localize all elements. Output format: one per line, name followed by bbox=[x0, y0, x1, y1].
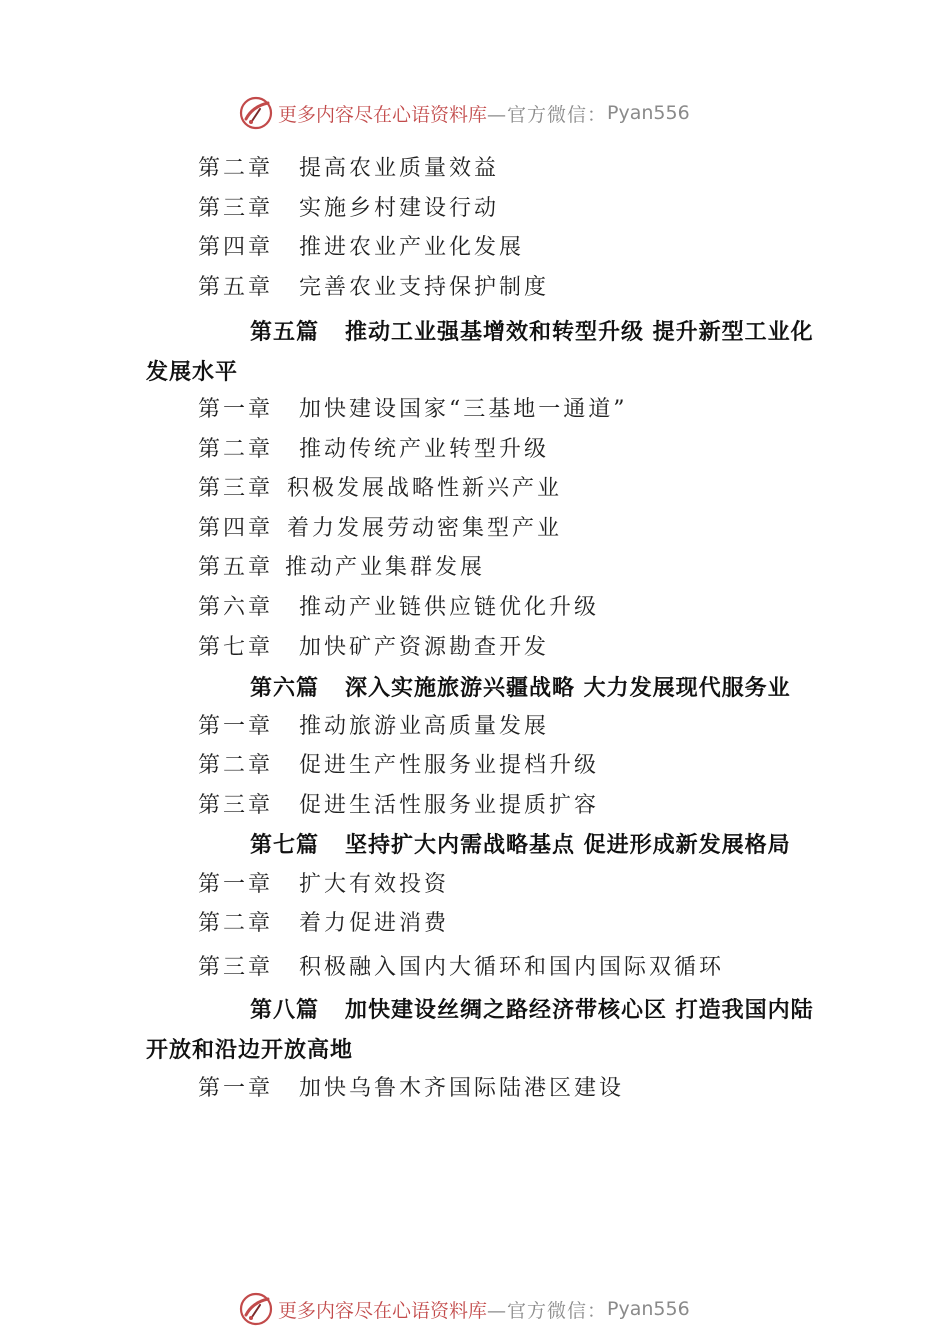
chapter-title: 提高农业质量效益 bbox=[299, 156, 500, 181]
toc-chapter bbox=[198, 712, 549, 742]
chapter-number: 第五章 bbox=[198, 275, 274, 300]
chapter-title: 推动产业集群发展 bbox=[285, 555, 486, 580]
toc-chapter bbox=[198, 435, 549, 465]
chapter-number: 第一章 bbox=[198, 872, 274, 897]
part-title: 深入实施旅游兴疆战略 大力发展现代服务业 bbox=[345, 675, 791, 701]
part-number: 第七篇 bbox=[250, 832, 320, 858]
toc-chapter bbox=[198, 514, 562, 544]
toc-chapter bbox=[198, 233, 524, 263]
chapter-number: 第二章 bbox=[198, 156, 274, 181]
chapter-number: 第三章 bbox=[198, 955, 274, 980]
chapter-number: 第六章 bbox=[198, 595, 274, 620]
part-number: 第六篇 bbox=[250, 675, 320, 701]
chapter-number: 第三章 bbox=[198, 793, 274, 818]
chapter-title: 加快乌鲁木齐国际陆港区建设 bbox=[299, 1076, 625, 1101]
chapter-title: 积极融入国内大循环和国内国际双循环 bbox=[299, 955, 725, 980]
toc-chapter bbox=[198, 273, 549, 303]
chapter-title: 实施乡村建设行动 bbox=[299, 196, 500, 221]
toc-chapter bbox=[198, 633, 549, 663]
chapter-number: 第四章 bbox=[198, 235, 274, 260]
chapter-title: 着力发展劳动密集型产业 bbox=[287, 516, 563, 541]
chapter-title: 推动旅游业高质量发展 bbox=[299, 714, 550, 739]
chapter-title: 推动产业链供应链优化升级 bbox=[299, 595, 600, 620]
part-title: 推动工业强基增效和转型升级 提升新型工业化发展水平 bbox=[146, 319, 814, 385]
watermark-header bbox=[238, 93, 690, 133]
toc-part bbox=[146, 668, 826, 708]
chapter-title: 推动传统产业转型升级 bbox=[299, 437, 550, 462]
chapter-number: 第一章 bbox=[198, 714, 274, 739]
chapter-number: 第七章 bbox=[198, 635, 274, 660]
chapter-number: 第四章 bbox=[198, 516, 274, 541]
toc-chapter bbox=[198, 870, 449, 900]
chapter-number: 第一章 bbox=[198, 1076, 274, 1101]
chapter-title: 推进农业产业化发展 bbox=[299, 235, 525, 260]
chapter-title: 扩大有效投资 bbox=[299, 872, 450, 897]
chapter-number: 第一章 bbox=[198, 397, 274, 422]
toc-chapter bbox=[198, 474, 562, 504]
chapter-number: 第三章 bbox=[198, 196, 274, 221]
part-title: 加快建设丝绸之路经济带核心区 打造我国内陆开放和沿边开放高地 bbox=[146, 997, 814, 1063]
chapter-title: 完善农业支持保护制度 bbox=[299, 275, 550, 300]
watermark-wechat-id: Pyan556 bbox=[607, 1298, 690, 1320]
chapter-title: 加快建设国家“三基地一通道” bbox=[299, 397, 628, 422]
toc-chapter bbox=[198, 909, 449, 939]
toc-chapter bbox=[198, 154, 499, 184]
chapter-title: 促进生产性服务业提档升级 bbox=[299, 753, 600, 778]
part-number: 第八篇 bbox=[250, 997, 320, 1023]
toc-chapter bbox=[198, 553, 485, 583]
brush-logo-icon bbox=[238, 95, 274, 131]
watermark-footer bbox=[238, 1289, 690, 1329]
chapter-number: 第二章 bbox=[198, 911, 274, 936]
watermark-label: —官方微信： bbox=[487, 103, 608, 126]
chapter-title: 加快矿产资源勘查开发 bbox=[299, 635, 550, 660]
watermark-label: —官方微信： bbox=[487, 1299, 608, 1322]
chapter-number: 第二章 bbox=[198, 437, 274, 462]
toc-chapter bbox=[198, 194, 499, 224]
chapter-number: 第三章 bbox=[198, 476, 274, 501]
chapter-title: 积极发展战略性新兴产业 bbox=[287, 476, 563, 501]
chapter-number: 第五章 bbox=[198, 555, 274, 580]
part-number: 第五篇 bbox=[250, 319, 320, 345]
toc-part bbox=[146, 825, 826, 865]
toc-chapter bbox=[198, 953, 724, 983]
brush-logo-icon bbox=[238, 1291, 274, 1327]
chapter-title: 着力促进消费 bbox=[299, 911, 450, 936]
chapter-title: 促进生活性服务业提质扩容 bbox=[299, 793, 600, 818]
watermark-title: 更多内容尽在心语资料库 bbox=[278, 103, 488, 126]
watermark-title: 更多内容尽在心语资料库 bbox=[278, 1299, 488, 1322]
toc-chapter bbox=[198, 1074, 624, 1104]
toc-part bbox=[146, 990, 826, 1070]
part-title: 坚持扩大内需战略基点 促进形成新发展格局 bbox=[345, 832, 791, 858]
toc-part bbox=[146, 312, 826, 392]
watermark-wechat-id: Pyan556 bbox=[607, 102, 690, 124]
toc-chapter bbox=[198, 395, 628, 425]
toc-chapter bbox=[198, 751, 599, 781]
toc-chapter bbox=[198, 593, 599, 623]
toc-chapter bbox=[198, 791, 599, 821]
chapter-number: 第二章 bbox=[198, 753, 274, 778]
